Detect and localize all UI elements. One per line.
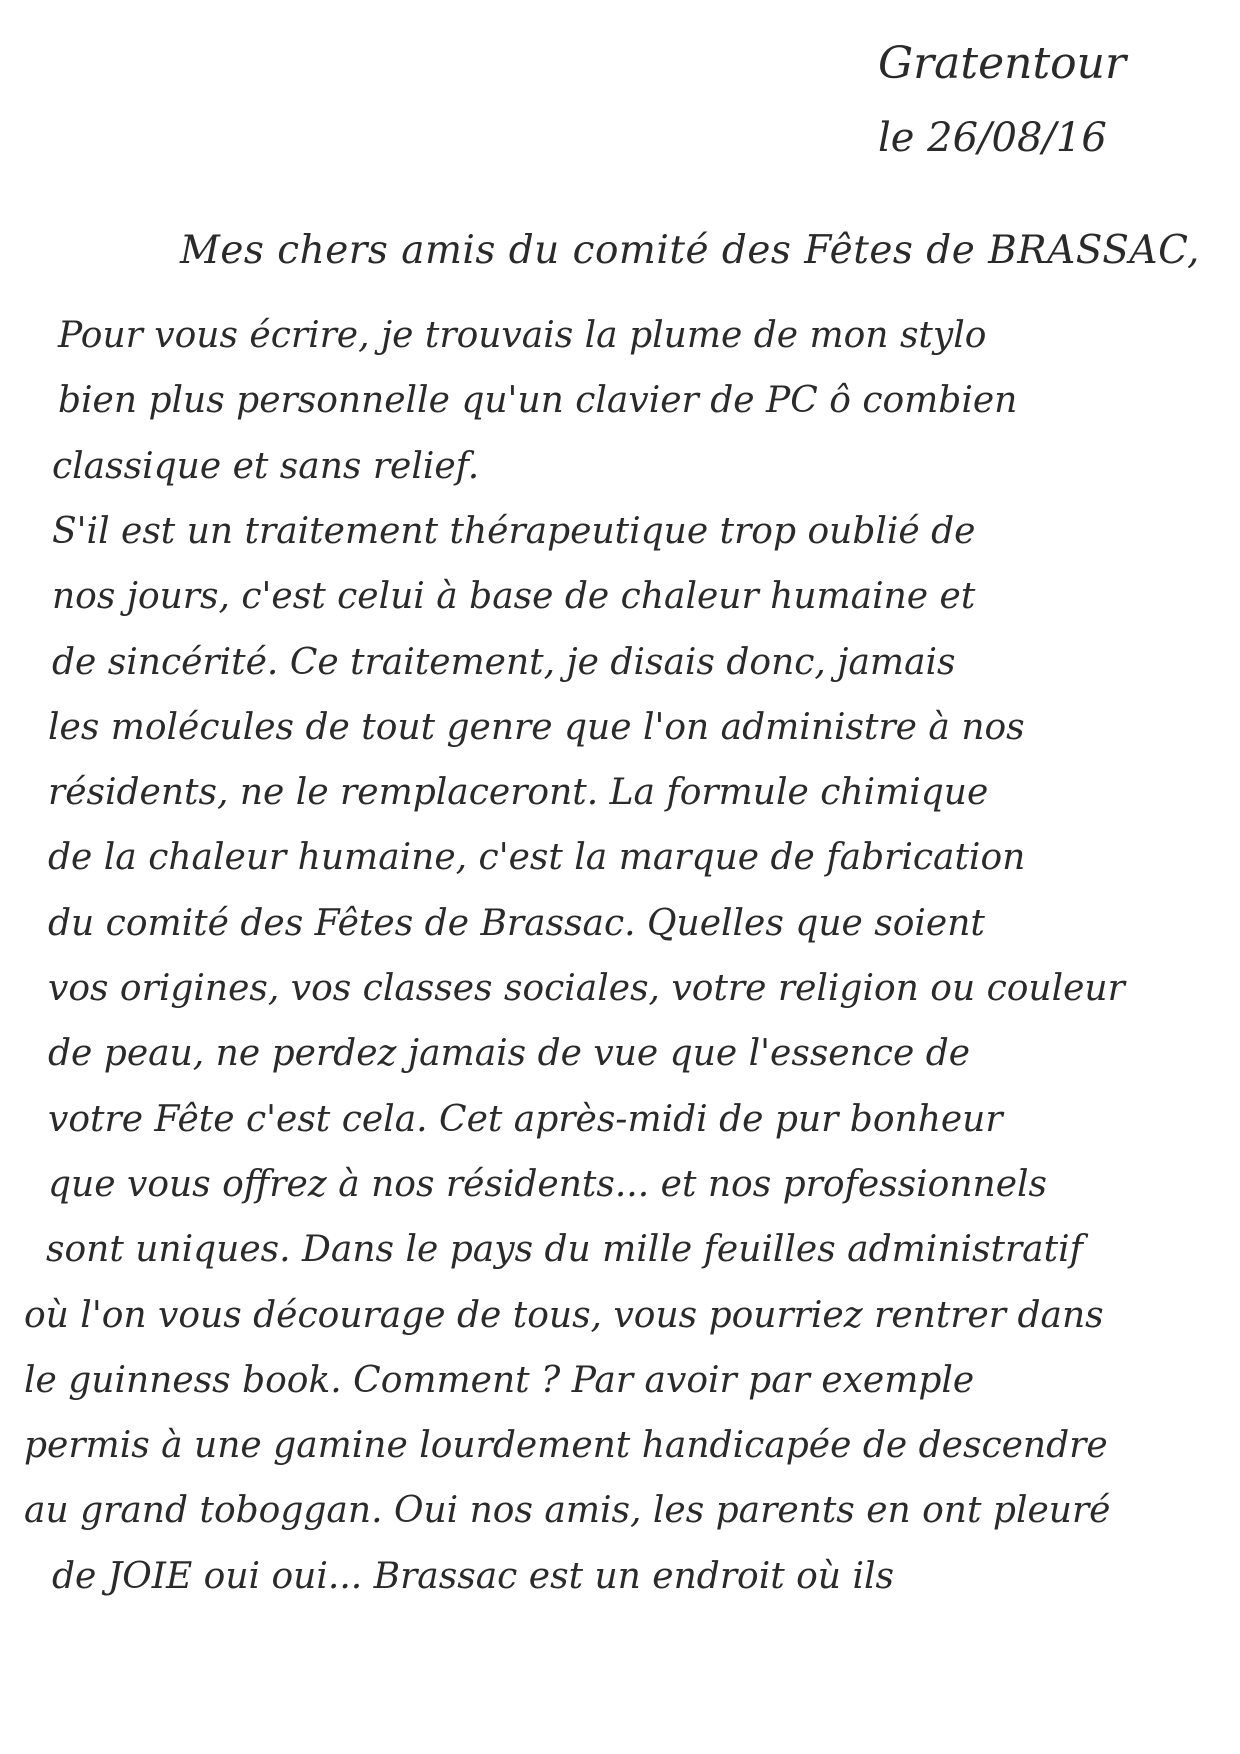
letter-line: nos jours, c'est celui à base de chaleur humaine et — [52, 576, 976, 617]
letter-line: permis à une gamine lourdement handicapée de descendre — [24, 1425, 1108, 1466]
letter-line: votre Fête c'est cela. Cet après-midi de pur bonheur — [48, 1099, 1003, 1140]
letter-place: Gratentour — [878, 38, 1127, 89]
letter-line: sont uniques. Dans le pays du mille feuilles administratif — [46, 1229, 1083, 1270]
letter-line: du comité des Fêtes de Brassac. Quelles que soient — [48, 903, 985, 944]
letter-line: S'il est un traitement thérapeutique trop oublié de — [52, 511, 976, 552]
letter-line: les molécules de tout genre que l'on administre à nos — [48, 707, 1025, 748]
letter-line: classique et sans relief. — [52, 446, 480, 487]
letter-salutation: Mes chers amis du comité des Fêtes de BRASSAC, — [180, 228, 1200, 273]
letter-line: de JOIE oui oui... Brassac est un endroit où ils — [52, 1556, 894, 1597]
letter-line: le guinness book. Comment ? Par avoir par exemple — [24, 1360, 975, 1401]
letter-line: résidents, ne le remplaceront. La formule chimique — [48, 772, 989, 813]
letter-line: au grand toboggan. Oui nos amis, les parents en ont pleuré — [24, 1490, 1111, 1531]
letter-line: où l'on vous décourage de tous, vous pourriez rentrer dans — [24, 1295, 1104, 1336]
letter-line: de peau, ne perdez jamais de vue que l'essence de — [48, 1033, 971, 1074]
letter-line: de sincérité. Ce traitement, je disais donc, jamais — [52, 642, 956, 683]
letter-line: vos origines, vos classes sociales, votre religion ou couleur — [48, 968, 1125, 1009]
letter-line: que vous offrez à nos résidents... et nos professionnels — [48, 1164, 1047, 1205]
letter-date: le 26/08/16 — [878, 115, 1107, 161]
letter-line: de la chaleur humaine, c'est la marque de fabrication — [48, 837, 1026, 878]
letter-line: bien plus personnelle qu'un clavier de PC ô combien — [58, 380, 1018, 421]
letter-line: Pour vous écrire, je trouvais la plume de mon stylo — [58, 315, 987, 356]
